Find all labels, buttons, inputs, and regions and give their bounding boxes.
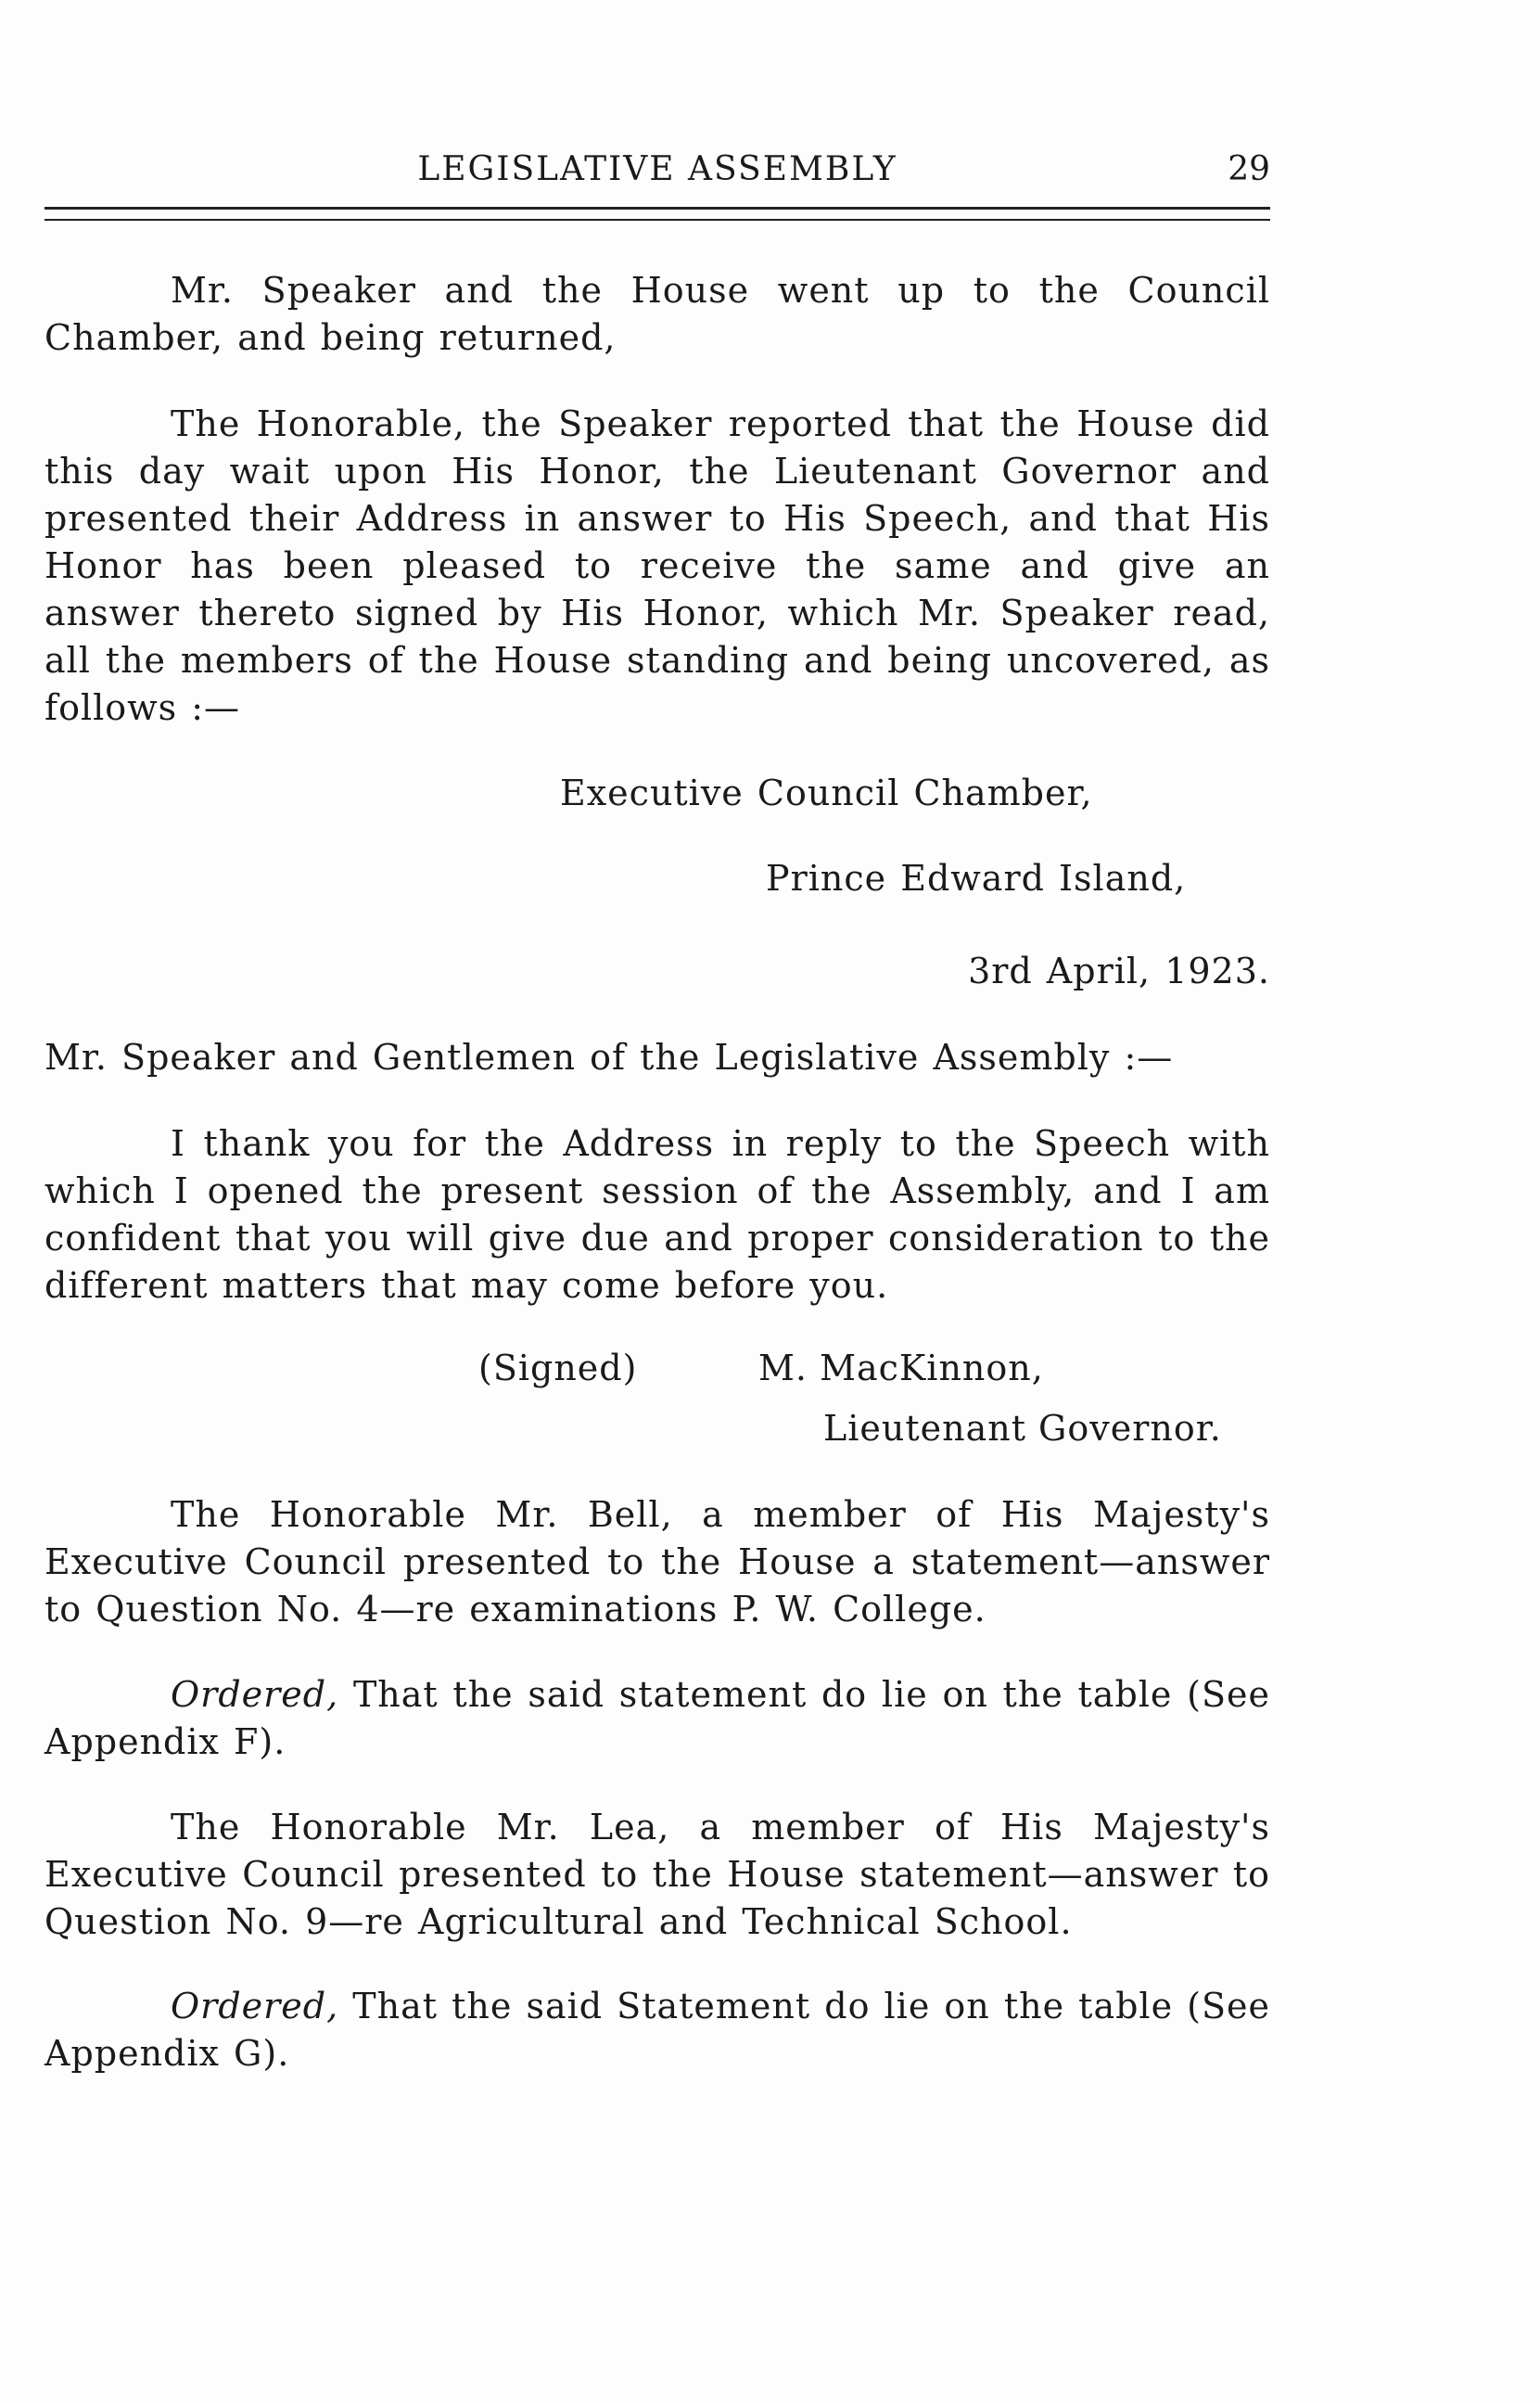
paragraph-lea-statement [45, 1804, 1270, 1946]
address-place-1 [45, 770, 1270, 817]
place-line: Executive Council Chamber, [560, 773, 1093, 813]
paragraph-ordered-g [45, 1983, 1270, 2077]
address-place-2 [45, 855, 1270, 902]
date-line: 3rd April, 1923. [968, 951, 1270, 991]
paragraph-text: The Honorable Mr. Lea, a member of His Majesty's Executive Council presented to the House statement—answer to Question No. 9—re Agricultural and Technical School. [45, 1807, 1270, 1942]
ordered-italic: Ordered, [171, 1986, 339, 2026]
paragraph-speaker-report [45, 401, 1270, 732]
paragraph-thanks [45, 1120, 1270, 1310]
header-rule-bottom [45, 219, 1270, 221]
header-rule-top [45, 207, 1270, 210]
paragraph-text: Mr. Speaker and the House went up to the Council Chamber, and being returned, [45, 270, 1270, 358]
paragraph-ordered-f [45, 1671, 1270, 1766]
paragraph-text: That the said Statement do lie on the table (See Appendix G). [45, 1986, 1270, 2074]
page-number: 29 [1228, 150, 1270, 188]
paragraph-text: The Honorable Mr. Bell, a member of His Majesty's Executive Council presented to the House a statement—answer to Question No. 4—re examinations P. W. College. [45, 1494, 1270, 1630]
paragraph-text: The Honorable, the Speaker reported that the House did this day wait upon His Honor, the Lieutenant Governor and presented their Address in answer to His Speech, and that His Honor has been pleased to receive the same and give an answer thereto signed by His Honor, which Mr. Speaker read, all the members of the House standing and being uncovered, as follows :— [45, 403, 1270, 728]
salutation-text: Mr. Speaker and Gentlemen of the Legislative Assembly :— [45, 1037, 1174, 1078]
paragraph-council-chamber [45, 267, 1270, 362]
signatory-name: M. MacKinnon, [758, 1348, 1044, 1388]
salutation [45, 1034, 1270, 1081]
paragraph-text: That the said statement do lie on the table (See Appendix F). [45, 1674, 1270, 1762]
running-title: LEGISLATIVE ASSEMBLY [417, 150, 897, 188]
address-date [45, 948, 1270, 995]
ordered-italic: Ordered, [171, 1674, 339, 1715]
paragraph-text: I thank you for the Address in reply to the Speech with which I opened the present session of the Assembly, and I am confident that you will give due and proper consideration to the different matters that may come before you. [45, 1123, 1270, 1306]
paragraph-bell-statement [45, 1491, 1270, 1633]
running-header [45, 150, 1270, 197]
signatory-title: Lieutenant Governor. [823, 1408, 1222, 1449]
signed-label: (Signed) [478, 1348, 638, 1388]
place-line: Prince Edward Island, [766, 858, 1187, 899]
